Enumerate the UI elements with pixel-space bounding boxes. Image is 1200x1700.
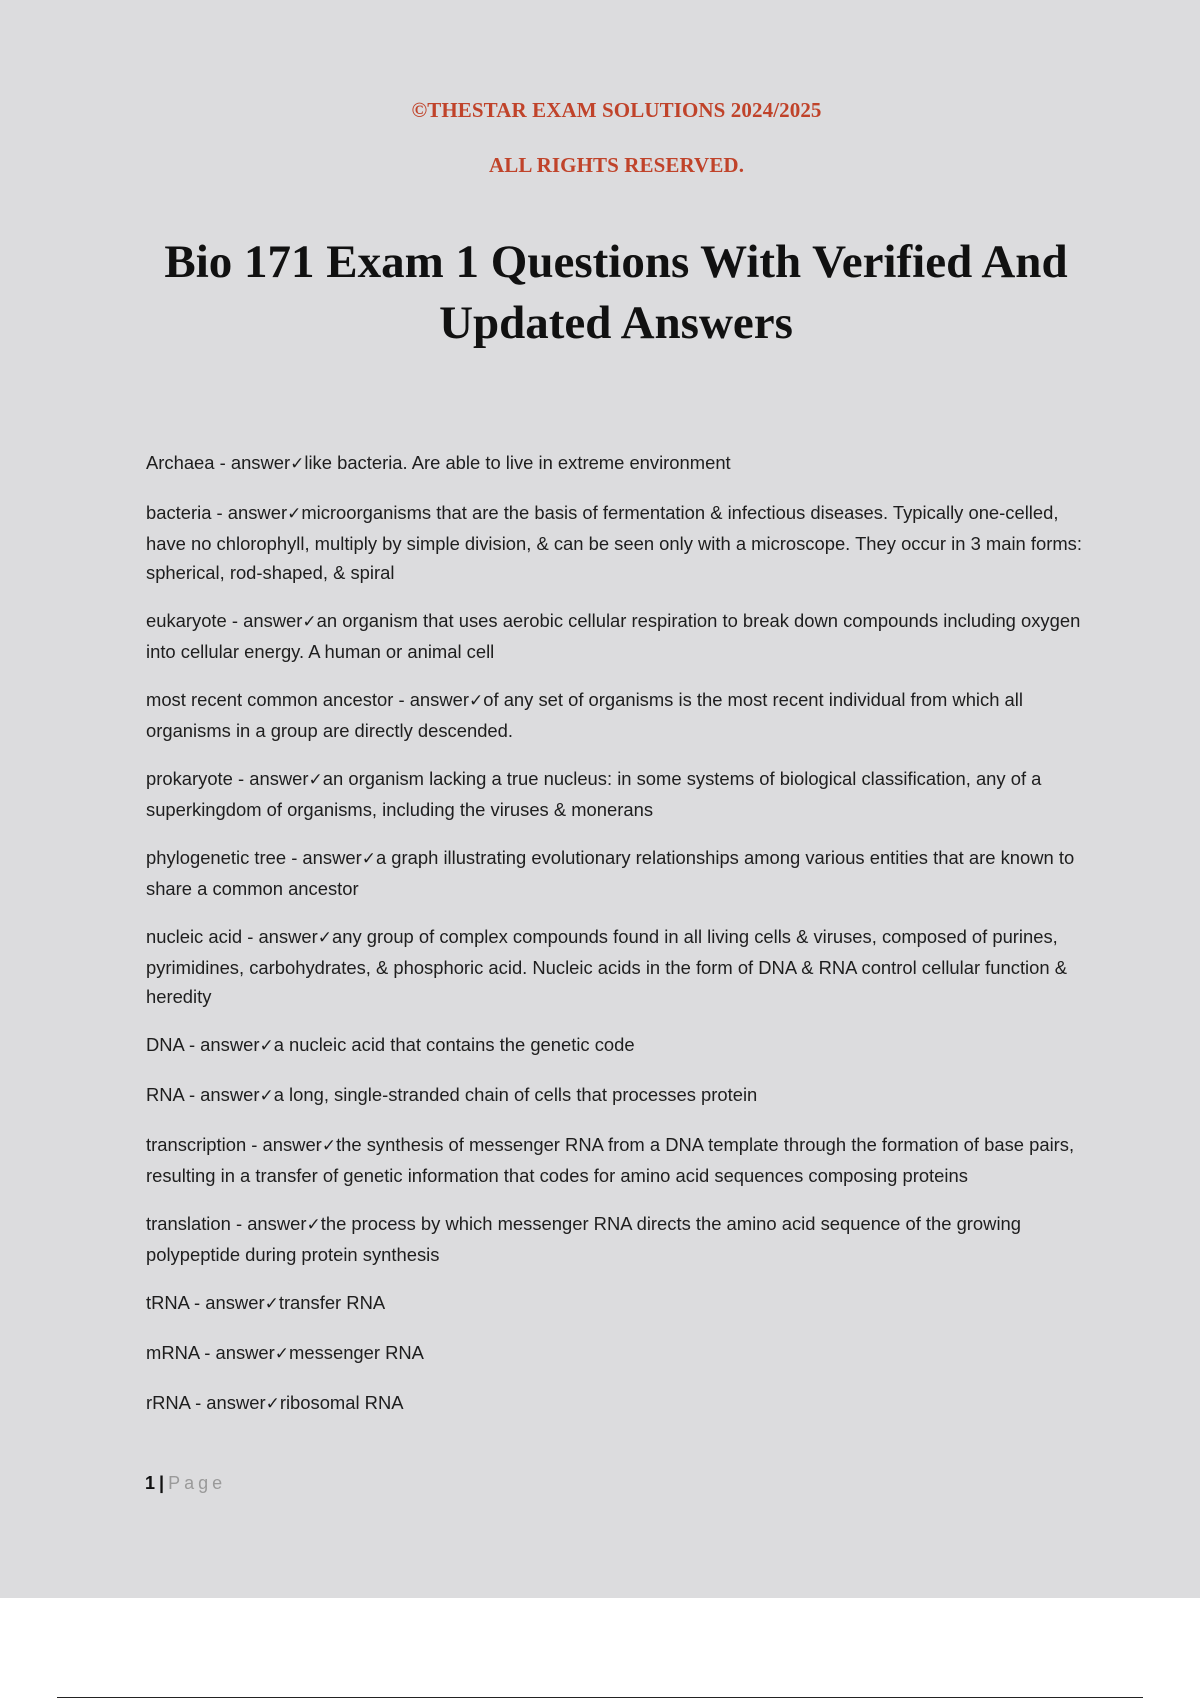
qa-separator: -	[189, 1392, 207, 1413]
qa-definition: an organism lacking a true nucleus: in some systems of biological classification, any of a superkingdom of organisms, including the viruses & monerans	[146, 768, 1042, 820]
checkmark-icon: ✓	[469, 691, 484, 711]
qa-separator: -	[226, 610, 244, 631]
qa-term: mRNA	[146, 1342, 200, 1363]
checkmark-icon: ✓	[306, 1215, 321, 1235]
qa-answer-label: answer	[206, 1392, 266, 1413]
qa-item	[146, 606, 1096, 666]
qa-term: prokaryote	[146, 768, 233, 789]
qa-term: DNA	[146, 1034, 184, 1055]
qa-term: rRNA	[146, 1392, 190, 1413]
checkmark-icon: ✓	[317, 928, 332, 948]
qa-item	[146, 922, 1096, 1011]
qa-definition: microorganisms that are the basis of fermentation & infectious diseases. Typically one-celled, have no chlorophyll, multiply by simple division, & can be seen only with a microscope. They occur in 3 main forms: spherical, rod-shaped, & spiral	[146, 502, 1082, 583]
qa-separator: -	[211, 502, 228, 523]
qa-separator: -	[286, 847, 303, 868]
qa-definition: a graph illustrating evolutionary relationships among various entities that are known to share a common ancestor	[146, 847, 1075, 899]
qa-item	[146, 448, 1096, 479]
checkmark-icon: ✓	[308, 770, 323, 790]
qa-item	[146, 1388, 1096, 1419]
qa-term: Archaea	[146, 452, 215, 473]
bottom-divider	[57, 1697, 1143, 1698]
checkmark-icon: ✓	[274, 1344, 290, 1364]
qa-definition: like bacteria. Are able to live in extreme environment	[304, 452, 731, 473]
qa-separator: -	[246, 1134, 263, 1155]
page-footer	[145, 1473, 226, 1494]
qa-answer-label: answer	[409, 689, 469, 710]
checkmark-icon: ✓	[302, 612, 317, 632]
qa-answer-label: answer	[258, 926, 318, 947]
qa-separator: -	[230, 1213, 248, 1234]
qa-separator: -	[199, 1342, 216, 1363]
qa-answer-label: answer	[262, 1134, 322, 1155]
qa-answer-label: answer	[215, 1342, 275, 1363]
qa-term: nucleic acid	[146, 926, 243, 947]
qa-item	[146, 1030, 1096, 1061]
qa-item	[146, 1338, 1096, 1369]
qa-separator: -	[183, 1034, 201, 1055]
qa-term: phylogenetic tree	[146, 847, 287, 868]
qa-term: translation	[146, 1213, 231, 1234]
rights-notice: ALL RIGHTS RESERVED.	[488, 153, 745, 177]
qa-item	[146, 1130, 1096, 1190]
qa-term: most recent common ancestor	[146, 689, 394, 710]
qa-separator: -	[393, 689, 410, 710]
qa-item	[146, 843, 1096, 903]
qa-item	[146, 685, 1096, 745]
checkmark-icon: ✓	[290, 454, 305, 474]
qa-definition: messenger RNA	[289, 1342, 424, 1363]
qa-separator: -	[214, 452, 231, 473]
checkmark-icon: ✓	[287, 504, 302, 524]
qa-definition: the process by which messenger RNA directs the amino acid sequence of the growing polypeptide during protein synthesis	[146, 1213, 1021, 1265]
checkmark-icon: ✓	[264, 1294, 279, 1314]
qa-separator: -	[232, 768, 250, 789]
qa-answer-label: answer	[302, 847, 362, 868]
qa-definition: of any set of organisms is the most recent individual from which all organisms in a group are directly descended.	[146, 689, 1023, 741]
qa-definition: transfer RNA	[278, 1292, 386, 1313]
page-label: Page	[168, 1473, 227, 1493]
checkmark-icon: ✓	[265, 1394, 280, 1414]
qa-list	[146, 448, 1096, 1438]
qa-answer-label: answer	[243, 610, 303, 631]
page-number: 1	[145, 1473, 156, 1493]
qa-definition: an organism that uses aerobic cellular respiration to break down compounds including oxygen into cellular energy. A human or animal cell	[146, 610, 1081, 662]
qa-item	[146, 1209, 1096, 1269]
document-title: Bio 171 Exam 1 Questions With Verified And Updated Answers	[164, 236, 1068, 349]
checkmark-icon: ✓	[361, 849, 376, 869]
qa-item	[146, 764, 1096, 824]
qa-separator: -	[183, 1084, 201, 1105]
qa-term: eukaryote	[146, 610, 227, 631]
qa-term: tRNA	[146, 1292, 189, 1313]
qa-separator: -	[188, 1292, 206, 1313]
qa-term: bacteria	[146, 502, 212, 523]
qa-term: transcription	[146, 1134, 247, 1155]
checkmark-icon: ✓	[321, 1136, 337, 1156]
qa-definition: a long, single-stranded chain of cells that processes protein	[273, 1084, 758, 1105]
qa-answer-label: answer	[247, 1213, 307, 1234]
qa-answer-label: answer	[230, 452, 291, 473]
qa-term: RNA	[146, 1084, 184, 1105]
page-separator: |	[159, 1473, 165, 1493]
qa-answer-label: answer	[200, 1084, 260, 1105]
qa-definition: the synthesis of messenger RNA from a DNA template through the formation of base pairs, resulting in a transfer of genetic information that codes for amino acid sequences composing proteins	[146, 1134, 1075, 1186]
qa-separator: -	[242, 926, 259, 947]
checkmark-icon: ✓	[259, 1086, 274, 1106]
qa-answer-label: answer	[200, 1034, 260, 1055]
qa-definition: ribosomal RNA	[279, 1392, 404, 1413]
qa-definition: any group of complex compounds found in all living cells & viruses, composed of purines, pyrimidines, carbohydrates, & phosphoric acid. Nucleic acids in the form of DNA & RNA control cellular function & heredity	[146, 926, 1067, 1007]
qa-item	[146, 1288, 1096, 1319]
checkmark-icon: ✓	[259, 1036, 274, 1056]
qa-answer-label: answer	[227, 502, 288, 523]
qa-definition: a nucleic acid that contains the genetic code	[273, 1034, 635, 1055]
qa-answer-label: answer	[249, 768, 309, 789]
qa-answer-label: answer	[205, 1292, 265, 1313]
qa-item	[146, 498, 1096, 587]
qa-item	[146, 1080, 1096, 1111]
copyright-notice: ©THESTAR EXAM SOLUTIONS 2024/2025	[411, 98, 822, 122]
